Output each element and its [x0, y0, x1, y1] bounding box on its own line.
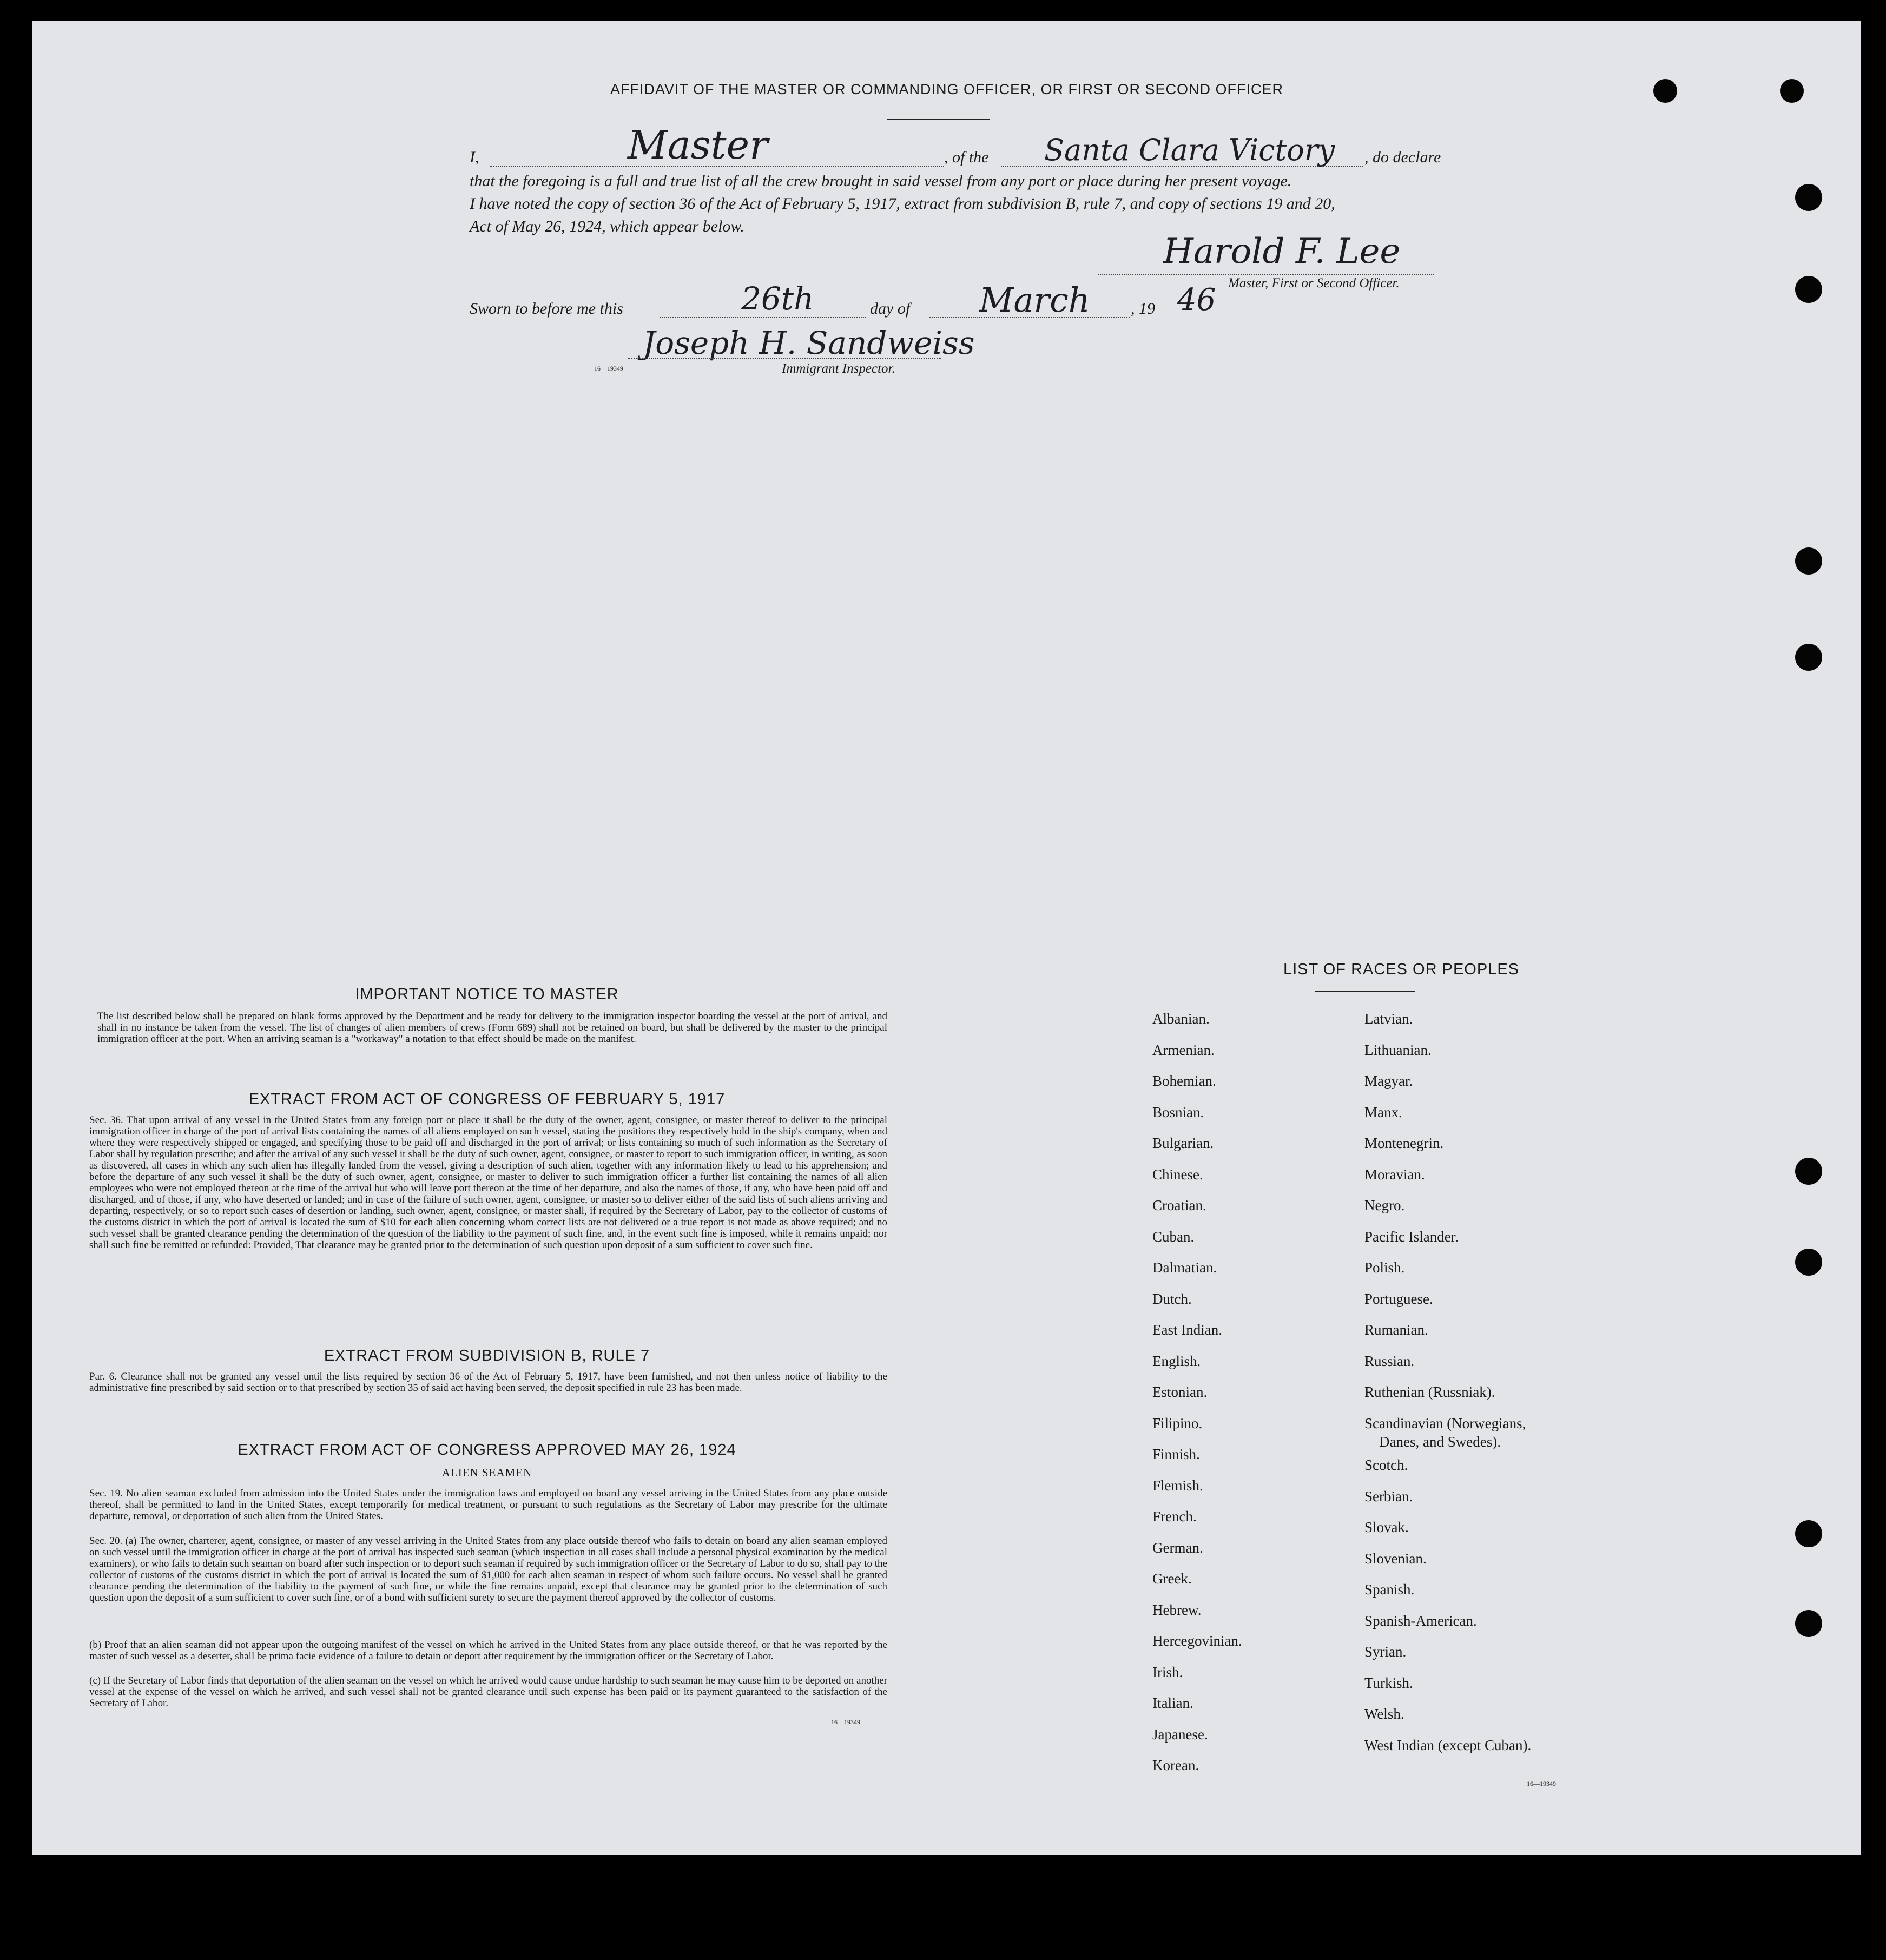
race-item: Turkish. [1364, 1674, 1413, 1691]
punch-hole [1795, 1249, 1822, 1276]
race-item: Pacific Islander. [1364, 1228, 1459, 1245]
race-item: Filipino. [1152, 1415, 1203, 1431]
rank-handwriting: Master [628, 122, 768, 168]
extract-1917-text: Sec. 36. That upon arrival of any vessel in the United States from any foreign port or place it shall be the duty of the owner, agent, consignee, or master thereof to deliver to the principal immigration officer in charge of the port of arrival lists containing the names of all aliens employed on such vessel, stating the positions they respectively hold in the ship's company, when and where they were respectively shipped or engaged, and specifying those to be paid off and discharged in the port of arrival; or lists containing so much of such information as the Secretary of Labor shall by regulation prescribe; and after the arrival of any such vessel it shall be the duty of such owner, agent, consignee, or master to report to such immigration officer, in writing, as soon as discovered, all cases in which any such alien has illegally landed from the vessel, giving a description of such alien, together with any information likely to lead to his apprehension; and before the departure of any such vessel it shall be the duty of such owner, agent, consignee, or master to deliver to such immigration officer a further list containing the names of all alien employees who were not employed thereon at the time of the arrival but who will leave port thereon at the time of her departure, and also the names of those, if any, who have been paid off and discharged, and of those, if any, who have deserted or landed; and in case of the failure of such owner, agent, consignee, or master so to deliver either of the said lists of such aliens arriving and departing, respectively, or so to report such cases of desertion or landing, such owner, agent, consignee, or master shall, if required by the Secretary of Labor, pay to the collector of customs of the customs district in which the port of arrival is located the sum of $10 for each alien concerning whom correct lists are not delivered or a true report is not made as above required; and no such vessel shall be granted clearance pending the determination of the question of the liability to the payment of such fine, and, in the event such fine is imposed, while it remains unpaid; nor shall such fine be remitted or refunded: Provided, That clearance may be granted prior to the determination of such question upon deposit of a sum sufficient to cover such fine. [89, 1114, 887, 1251]
affidavit-line-2: that the foregoing is a full and true list of all the crew brought in said vessel from any port or place during her present voyage. [470, 172, 1292, 190]
day-of-label: day of [870, 300, 911, 318]
race-item: Italian. [1152, 1695, 1193, 1711]
race-item: Hebrew. [1152, 1601, 1202, 1618]
affidavit-line-3: I have noted the copy of section 36 of the Act of February 5, 1917, extract from subdivision B, rule 7, and copy of sections 19 and 20, [470, 195, 1335, 213]
sec-20c-text: (c) If the Secretary of Labor finds that deportation of the alien seaman on the vessel on which he arrived would cause undue hardship to such seaman he may cause him to be deported on another vessel at the expense of the vessel on which he arrived, and such vessel shall not be granted clearance until such expense has been paid or its payment guaranteed to the satisfaction of the Secretary of Labor. [89, 1675, 887, 1709]
race-item: Slovenian. [1364, 1550, 1427, 1567]
affidavit-form-number: 16—19349 [594, 365, 623, 372]
race-item: Flemish. [1152, 1477, 1203, 1494]
master-signature-line [1098, 274, 1434, 275]
sec-20a-text: Sec. 20. (a) The owner, charterer, agent, consignee, or master of any vessel arriving in the United States from any place outside thereof who fails to detain on board any alien seaman employed on such vessel until the immigration officer in charge at the port of arrival has inspected such seaman (which inspection in all cases shall include a personal physical examination by the medical examiners), or who fails to detain such seaman on board after such inspection or to deport such seaman if required by such immigration officer or the Secretary of Labor to do so, shall pay to the collector of customs of the customs district in which the port of arrival is located the sum of $1,000 for each alien seaman in respect of whom such failure occurs. No vessel shall be granted clearance pending the determination of the liability to the payment of such fine, or while the fine remains unpaid, except that clearance may be granted prior to the determination of such question upon the deposit of a sum sufficient to cover such fine, or of a bond with sufficient surety to secure the payment thereof approved by the collector of customs. [89, 1535, 887, 1603]
race-item: Irish. [1152, 1664, 1183, 1680]
race-item: Croatian. [1152, 1197, 1206, 1213]
subdivision-b-title: EXTRACT FROM SUBDIVISION B, RULE 7 [324, 1347, 650, 1364]
extract-1917-title: EXTRACT FROM ACT OF CONGRESS OF FEBRUARY 5, 1917 [248, 1091, 726, 1108]
day-fill-line [660, 317, 866, 318]
notice-text: The list described below shall be prepared on blank forms approved by the Department and be ready for delivery to the immigration inspector boarding the vessel at the port of arrival, and shall in no instance be taken from the vessel. The list of changes of alien members of crews (Form 689) shall not be retained on board, but shall be delivered by the master to the principal immigration officer at the port. When an arriving seaman is a "workaway" a notation to that effect should be made on the manifest. [97, 1011, 887, 1045]
extract-form-number: 16—19349 [831, 1718, 860, 1726]
race-item: French. [1152, 1508, 1197, 1525]
punch-hole [1795, 1610, 1822, 1637]
race-item: Syrian. [1364, 1644, 1407, 1660]
punch-hole [1795, 276, 1822, 303]
race-item: Japanese. [1152, 1726, 1208, 1743]
title-rule [887, 119, 990, 120]
year-handwriting: 46 [1177, 282, 1216, 318]
race-item: Bosnian. [1152, 1104, 1204, 1120]
inspector-caption: Immigrant Inspector. [782, 361, 895, 376]
inspector-signature: Joseph H. Sandweiss [643, 325, 975, 361]
race-item: Dalmatian. [1152, 1259, 1217, 1276]
affidavit-title: AFFIDAVIT OF THE MASTER OR COMMANDING OFFICER, OR FIRST OR SECOND OFFICER [610, 81, 1284, 97]
race-item: Montenegrin. [1364, 1135, 1444, 1151]
alien-seamen-subtitle: ALIEN SEAMEN [441, 1466, 532, 1479]
race-item: Moravian. [1364, 1166, 1425, 1183]
vessel-name-handwriting: Santa Clara Victory [1044, 133, 1335, 167]
race-item: Rumanian. [1364, 1322, 1428, 1338]
extract-1924-title: EXTRACT FROM ACT OF CONGRESS APPROVED MAY 26, 1924 [238, 1441, 736, 1459]
punch-hole [1653, 79, 1677, 103]
race-item: Albanian. [1152, 1011, 1210, 1027]
of-the-label: , of the [944, 148, 989, 166]
race-item: Negro. [1364, 1197, 1405, 1213]
race-item: Estonian. [1152, 1384, 1208, 1400]
race-item: Finnish. [1152, 1446, 1200, 1462]
race-item: Latvian. [1364, 1011, 1413, 1027]
master-caption: Master, First or Second Officer. [1228, 276, 1400, 291]
race-item: Cuban. [1152, 1228, 1195, 1245]
race-item: Spanish. [1364, 1581, 1415, 1598]
race-item: East Indian. [1152, 1322, 1222, 1338]
race-item: Chinese. [1152, 1166, 1203, 1183]
race-item: West Indian (except Cuban). [1364, 1737, 1532, 1753]
races-form-number: 16—19349 [1527, 1780, 1556, 1787]
race-item: Spanish-American. [1364, 1612, 1477, 1629]
subdivision-b-text: Par. 6. Clearance shall not be granted any vessel until the lists required by section 36 of the Act of February 5, 1917, have been furnished, and not then unless notice of liability to the administrative fine prescribed by said section or to that prescribed by section 35 of said act having been served, the deposit specified in rule 23 has been made. [89, 1371, 887, 1394]
race-item: Greek. [1152, 1570, 1192, 1587]
race-item: Dutch. [1152, 1290, 1192, 1307]
punch-hole [1795, 644, 1822, 671]
race-item: Portuguese. [1364, 1290, 1433, 1307]
race-item: Serbian. [1364, 1488, 1413, 1504]
punch-hole [1795, 1158, 1822, 1185]
year-prefix: , 19 [1131, 300, 1155, 318]
race-item: Ruthenian (Russniak). [1364, 1384, 1495, 1400]
notice-title: IMPORTANT NOTICE TO MASTER [355, 986, 619, 1003]
affidavit-line-4: Act of May 26, 1924, which appear below. [470, 217, 744, 235]
month-handwriting: March [979, 280, 1090, 320]
punch-hole [1780, 79, 1804, 103]
race-item: Lithuanian. [1364, 1041, 1432, 1058]
races-title: LIST OF RACES OR PEOPLES [1283, 961, 1520, 978]
race-item: Russian. [1364, 1352, 1415, 1369]
race-item: Bohemian. [1152, 1073, 1216, 1089]
sec-19-text: Sec. 19. No alien seaman excluded from admission into the United States under the immigration laws and employed on board any vessel arriving in the United States from any place outside thereof, shall be permitted to land in the United States, except temporarily for medical treatment, or pursuant to such regulations as the Secretary of Labor may prescribe for the ultimate departure, removal, or deportation of such alien from the United States. [89, 1488, 887, 1522]
day-handwriting: 26th [741, 280, 814, 317]
race-item: Armenian. [1152, 1041, 1215, 1058]
race-item: Bulgarian. [1152, 1135, 1214, 1151]
race-item: Hercegovinian. [1152, 1633, 1242, 1649]
i-label: I, [470, 148, 479, 166]
race-item: Scotch. [1364, 1457, 1408, 1473]
race-item: Slovak. [1364, 1519, 1409, 1535]
master-signature: Harold F. Lee [1163, 232, 1401, 272]
race-item: Korean. [1152, 1757, 1199, 1773]
punch-hole [1795, 184, 1822, 211]
inspector-signature-line [628, 358, 941, 359]
sworn-label: Sworn to before me this [470, 300, 623, 318]
race-item: Polish. [1364, 1259, 1405, 1276]
race-item: Magyar. [1364, 1073, 1413, 1089]
race-item: Scandinavian (Norwegians, Danes, and Swedes). [1364, 1415, 1526, 1450]
races-title-rule [1315, 991, 1415, 992]
race-item: Welsh. [1364, 1706, 1404, 1722]
punch-hole [1795, 1520, 1822, 1547]
sec-20b-text: (b) Proof that an alien seaman did not appear upon the outgoing manifest of the vessel on which he arrived in the United States from any place outside thereof, or that he was reported by the master of such vessel as a deserter, shall be prima facie evidence of a failure to detain or deport after requirement by the immigration officer or the Secretary of Labor. [89, 1639, 887, 1662]
do-declare-label: , do declare [1364, 148, 1441, 166]
race-item: Manx. [1364, 1104, 1402, 1120]
punch-hole [1795, 547, 1822, 575]
race-item: German. [1152, 1539, 1203, 1556]
race-item: English. [1152, 1352, 1201, 1369]
